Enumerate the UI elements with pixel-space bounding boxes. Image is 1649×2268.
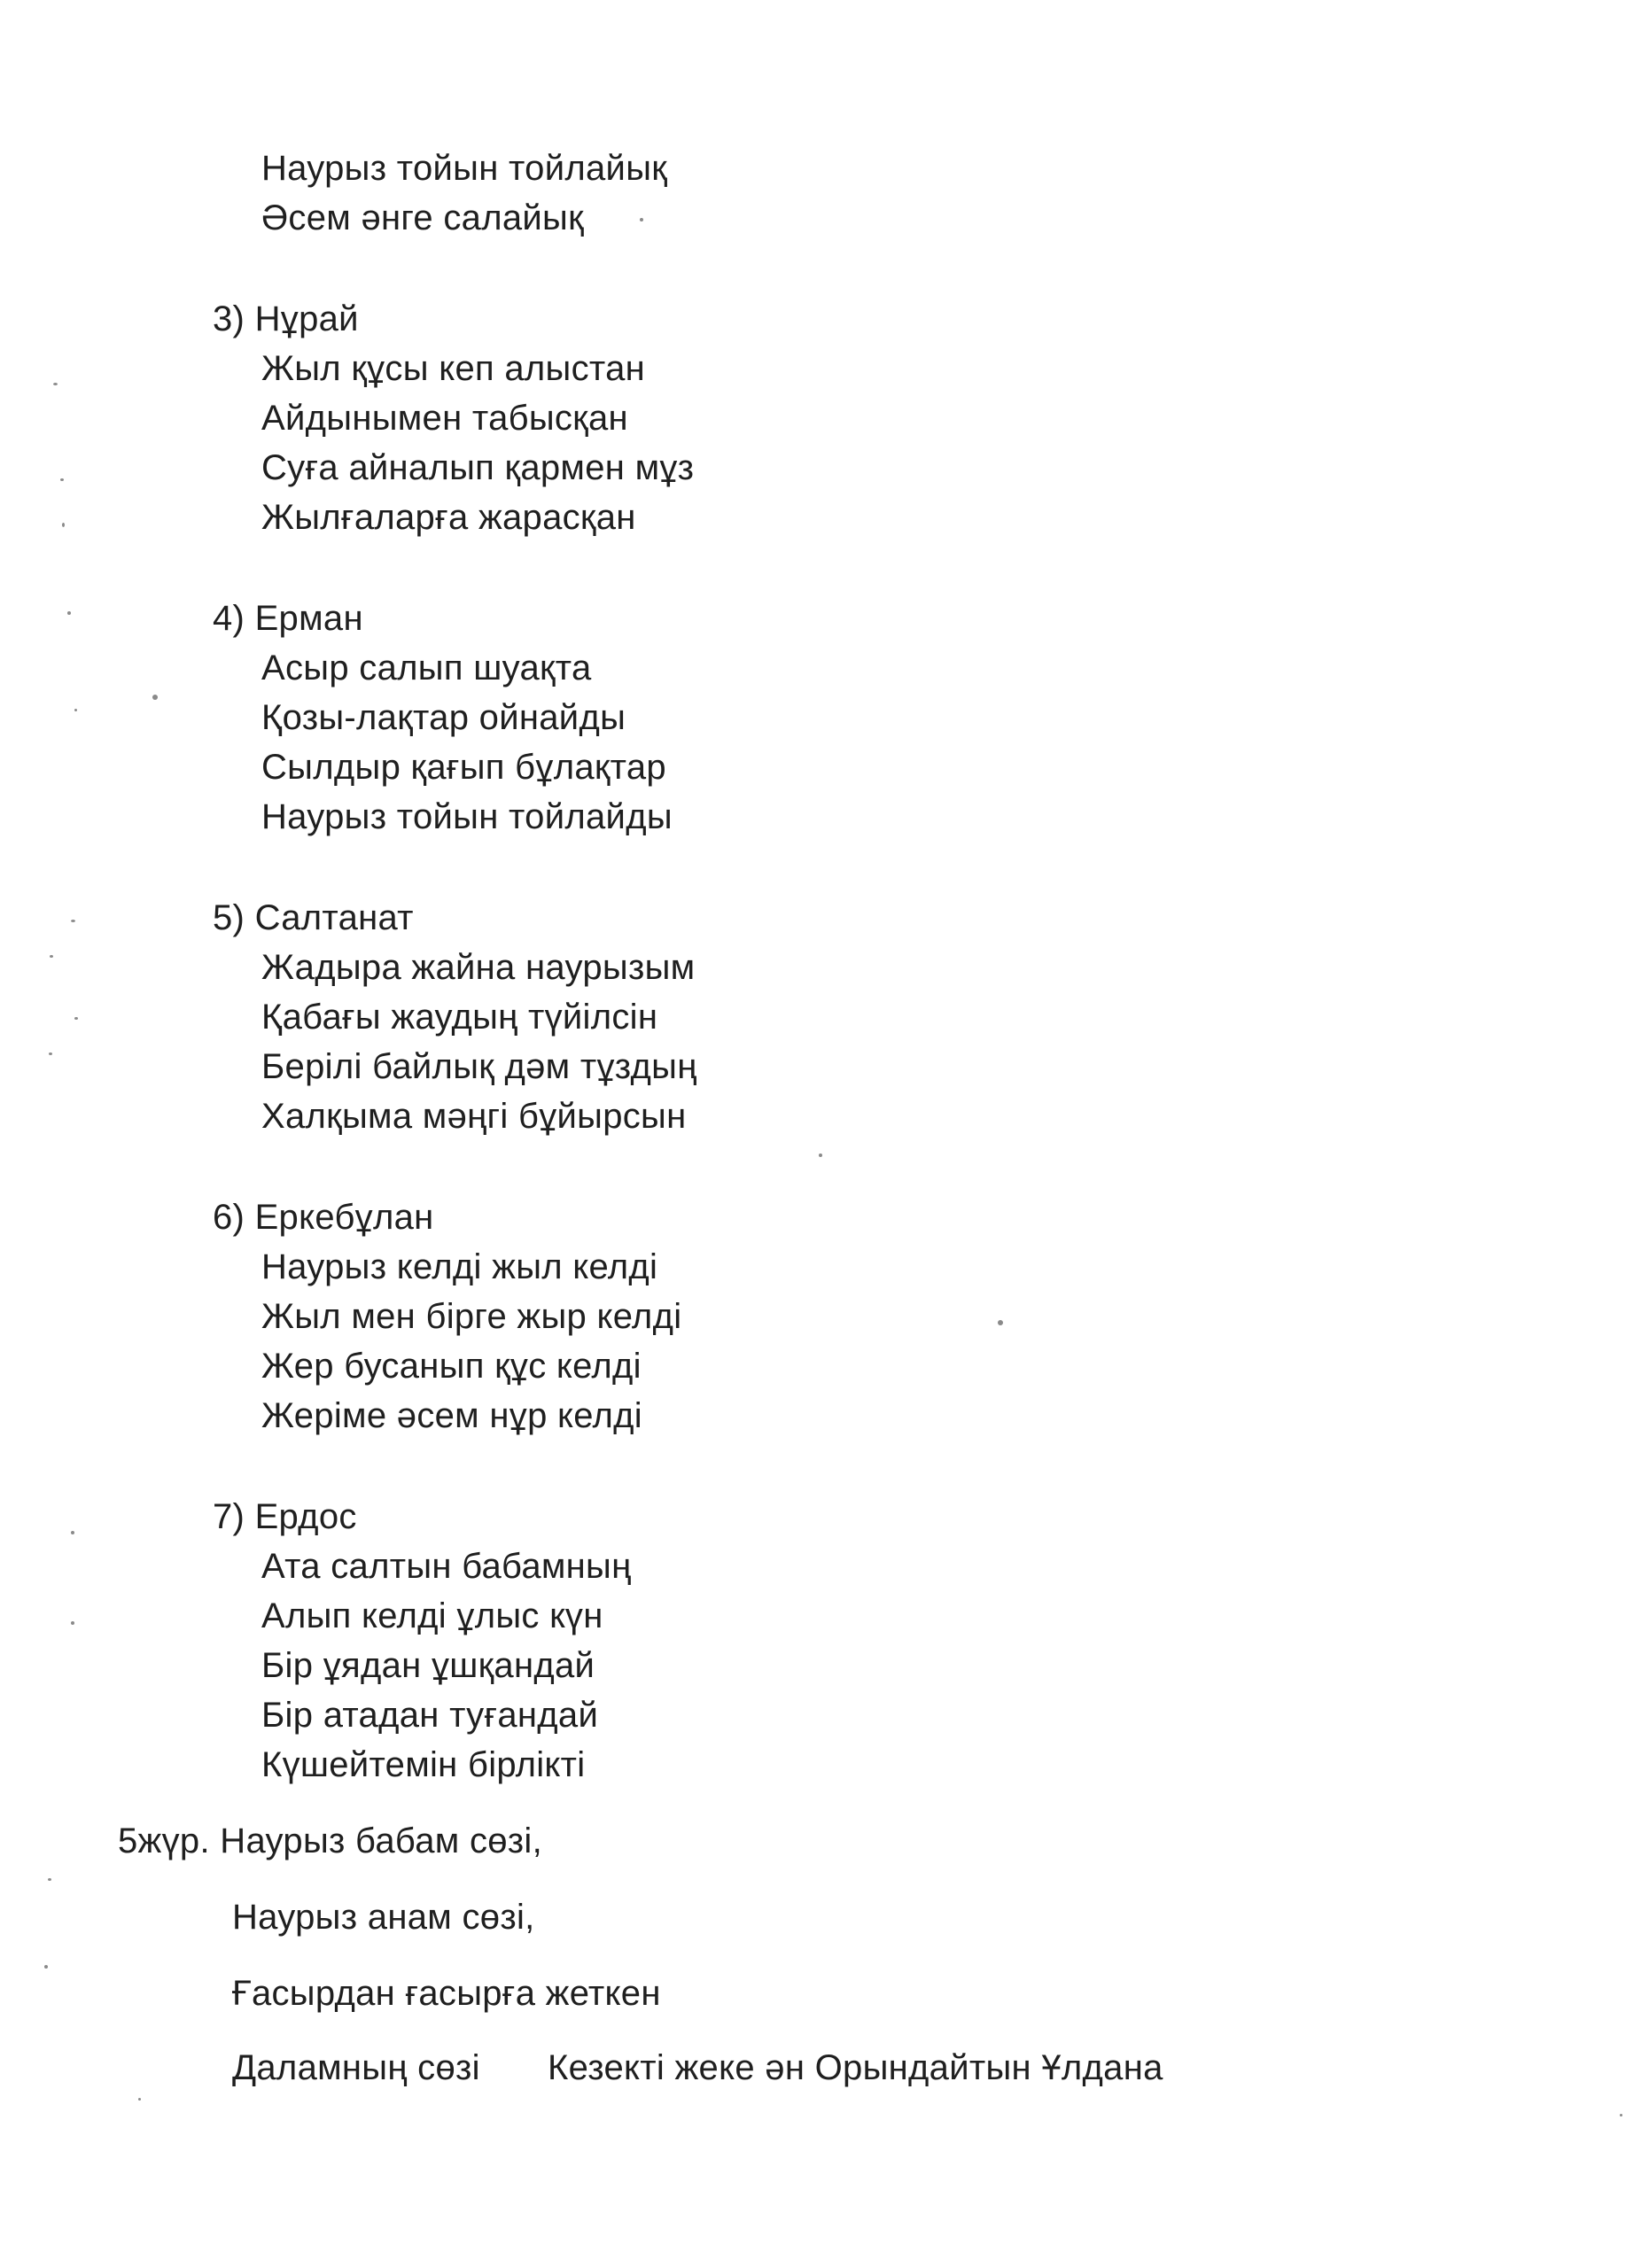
- scan-speck: [71, 1621, 74, 1625]
- verse-line: Ата салтын бабамның: [261, 1547, 632, 1586]
- verse-line: Берілі байлық дәм тұздың: [261, 1047, 697, 1086]
- stanza-heading: 6) Еркебұлан: [213, 1198, 434, 1237]
- scan-speck: [152, 695, 158, 700]
- scan-speck: [71, 1531, 74, 1534]
- verse-line: Асыр салып шуақта: [261, 649, 592, 687]
- verse-line: Күшейтемін бірлікті: [261, 1745, 586, 1784]
- verse-line: Жыл құсы кеп алыстан: [261, 349, 646, 388]
- verse-line: Бір атадан туғандай: [261, 1696, 599, 1735]
- scan-speck: [53, 383, 58, 385]
- verse-line: Наурыз тойын тойлайды: [261, 797, 673, 836]
- scan-speck: [819, 1153, 822, 1157]
- verse-line: Наурыз тойын тойлайық: [261, 149, 668, 188]
- scan-speck: [71, 920, 75, 922]
- scan-speck: [60, 478, 64, 481]
- verse-line: Наурыз келді жыл келді: [261, 1247, 658, 1286]
- closing-line: Ғасырдан ғасырға жеткен: [232, 1974, 661, 2013]
- stanza-heading: 5) Салтанат: [213, 898, 414, 937]
- scan-speck: [138, 2098, 141, 2101]
- verse-line: Жер бусанып құс келді: [261, 1347, 642, 1386]
- scan-speck: [1620, 2114, 1622, 2117]
- verse-line: Сылдыр қағып бұлақтар: [261, 748, 666, 787]
- scan-speck: [62, 523, 65, 527]
- verse-line: Жадыра жайна наурызым: [261, 948, 696, 987]
- scan-speck: [998, 1320, 1003, 1325]
- verse-line: Алып келді ұлыс күн: [261, 1596, 603, 1635]
- verse-line: Қабағы жаудың түйілсін: [261, 998, 658, 1037]
- scan-speck: [49, 1052, 52, 1055]
- verse-line: Жыл мен бірге жыр келді: [261, 1297, 682, 1336]
- performer-note: Кезекті жеке ән Орындайтын Ұлдана: [548, 2048, 1163, 2087]
- scan-speck: [67, 611, 71, 615]
- scan-speck: [74, 1017, 78, 1020]
- stanza-heading: 4) Ерман: [213, 599, 363, 638]
- stanza-heading: 7) Ердос: [213, 1497, 357, 1536]
- verse-line: Жеріме әсем нұр келді: [261, 1396, 642, 1435]
- verse-line: Айдынымен табысқан: [261, 399, 628, 438]
- closing-first-line: 5жүр. Наурыз бабам сөзі,: [118, 1821, 543, 1860]
- verse-line: Бір ұядан ұшқандай: [261, 1646, 595, 1685]
- stanza-heading: 3) Нұрай: [213, 299, 359, 338]
- verse-line: Жылғаларға жарасқан: [261, 498, 636, 537]
- closing-line: Наурыз анам сөзі,: [232, 1898, 535, 1937]
- verse-line: Әсем әнге салайық: [261, 198, 584, 237]
- scan-speck: [50, 955, 53, 958]
- verse-line: Суға айналып қармен мұз: [261, 448, 695, 487]
- scan-speck: [74, 709, 77, 711]
- scan-speck: [48, 1878, 51, 1881]
- closing-line: Даламның сөзі: [232, 2048, 480, 2087]
- verse-line: Қозы-лақтар ойнайды: [261, 698, 626, 737]
- verse-line: Халқыма мәңгі бұйырсын: [261, 1097, 687, 1136]
- scan-speck: [44, 1965, 48, 1969]
- scan-speck: [640, 218, 643, 221]
